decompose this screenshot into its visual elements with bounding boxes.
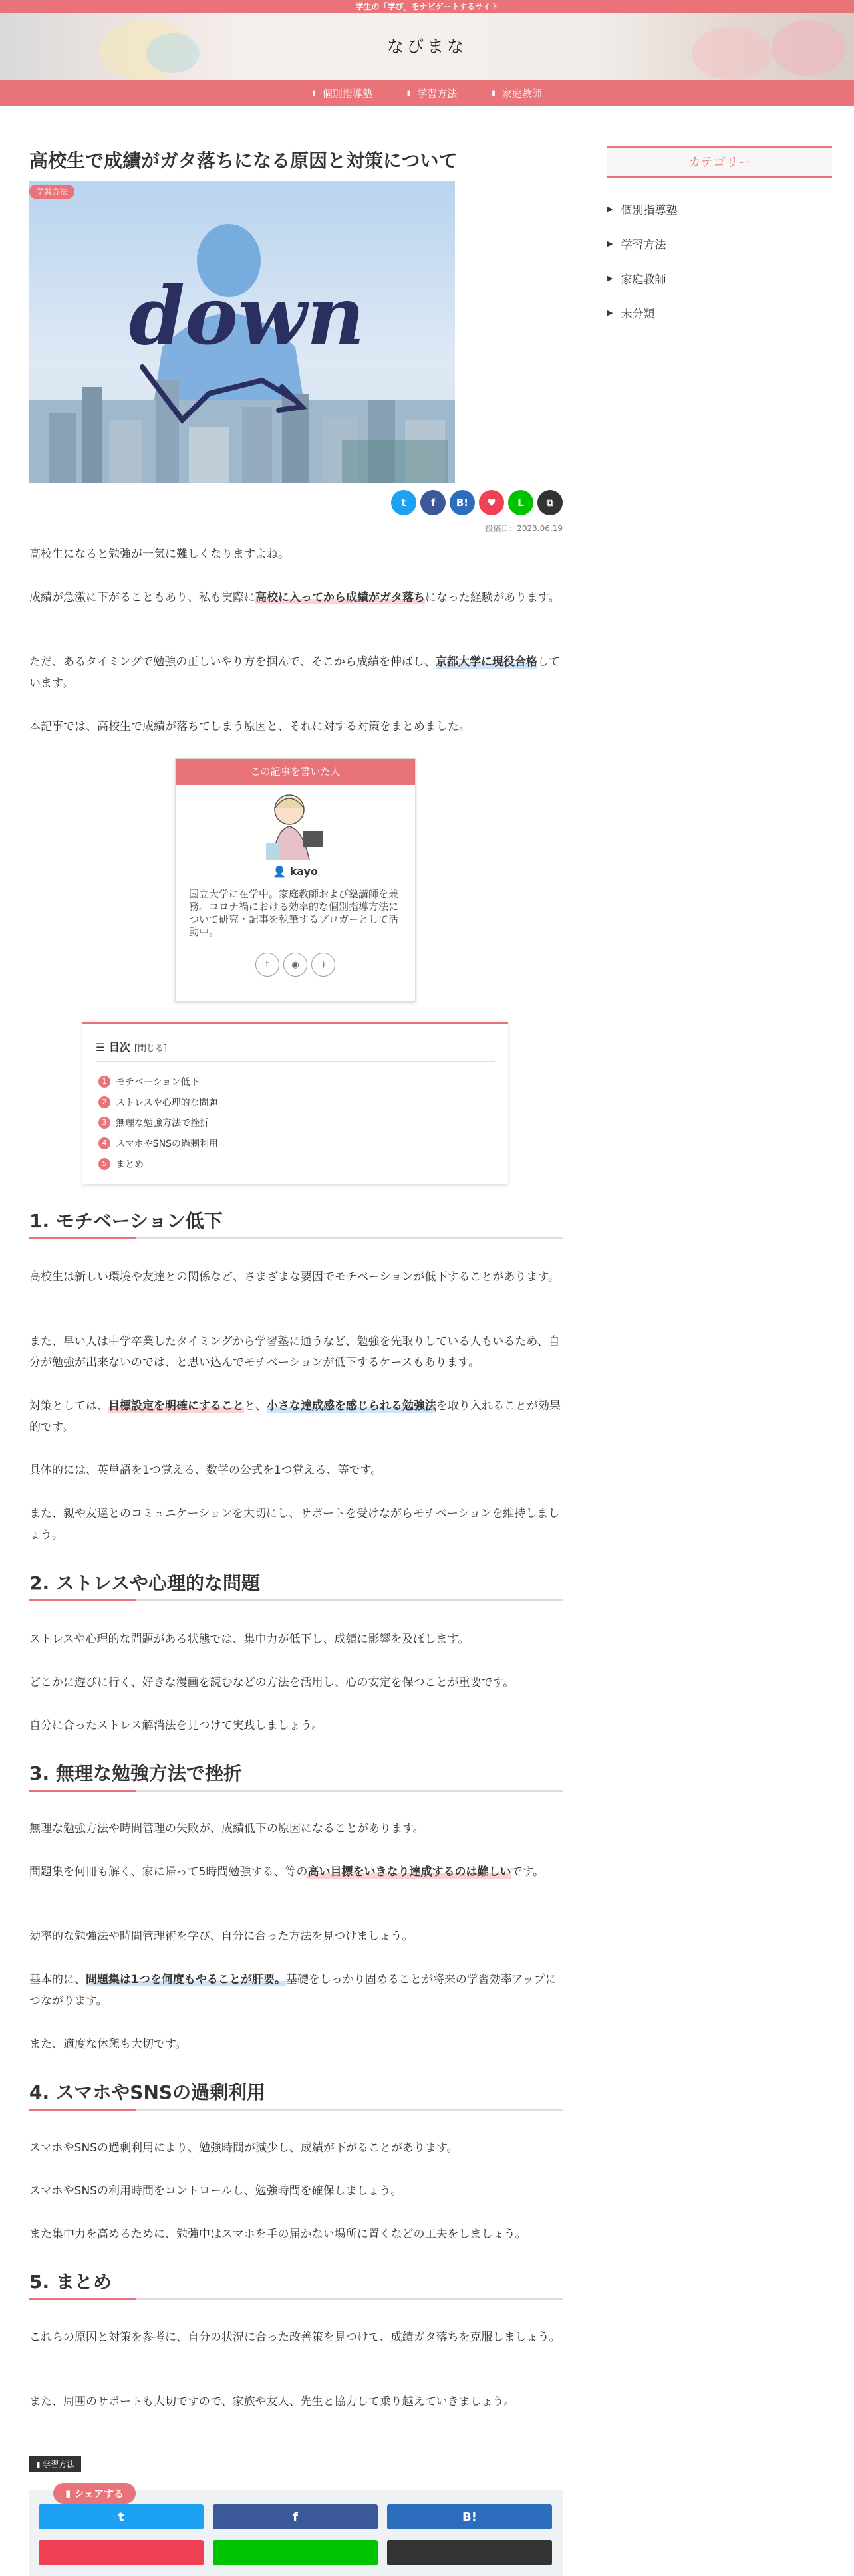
- nav-item-gakushu[interactable]: ▮ 学習方法: [406, 87, 458, 100]
- paragraph: また、早い人は中学卒業したタイミングから学習塾に通うなど、勉強を先取りしている人もいるため、自分が勉強が出来ないのでは、と思い込んでモチベーションが低下するケースもあります。: [29, 1335, 560, 1369]
- folder-icon: ▮: [312, 89, 316, 97]
- share-buttons-top: [391, 490, 563, 515]
- table-of-contents: [82, 1022, 508, 1184]
- author-name[interactable]: 👤 kayo: [273, 865, 318, 878]
- paragraph: 自分に合ったストレス解消法を見つけて実践しましょう。: [29, 1719, 323, 1732]
- category-badge[interactable]: 学習方法: [29, 185, 74, 199]
- sidebar-item-katei[interactable]: ▶ 家庭教師: [607, 273, 666, 287]
- rss-icon[interactable]: ): [311, 953, 335, 977]
- line-share-button[interactable]: [213, 2540, 378, 2565]
- toc-item[interactable]: 2 ストレスや心理的な問題: [98, 1092, 218, 1112]
- svg-text:down: down: [129, 269, 365, 363]
- global-nav: [0, 80, 854, 106]
- sidebar-heading: カテゴリー: [607, 146, 832, 178]
- toc-item[interactable]: 4 スマホやSNSの過剰利用: [98, 1133, 218, 1153]
- folder-icon: ▮: [492, 89, 496, 97]
- list-icon: ☰: [96, 1041, 109, 1054]
- toc-item[interactable]: 5 まとめ: [98, 1153, 218, 1174]
- section-heading: 1. モチベーション低下: [29, 1207, 563, 1239]
- intro-paragraph: ただ、あるタイミングで勉強の正しいやり方を掴んで、そこから成績を伸ばし、京都大学に現役合格しています。: [29, 655, 560, 690]
- author-box: [175, 758, 416, 1002]
- intro-paragraph: 本記事では、高校生で成績が落ちてしまう原因と、それに対する対策をまとめました。: [29, 720, 470, 733]
- paragraph: ストレスや心理的な問題がある状態では、集中力が低下し、成績に影響を及ぼします。: [29, 1633, 470, 1646]
- paragraph: また、親や友達とのコミュニケーションを大切にし、サポートを受けながらモチベーションを維持しましょう。: [29, 1507, 560, 1542]
- share-box: [29, 2490, 563, 2576]
- paragraph: スマホやSNSの利用時間をコントロールし、勉強時間を確保しましょう。: [29, 2184, 402, 2198]
- paragraph: また、周囲のサポートも大切ですので、家族や友人、先生と協力して乗り越えていきましょう。: [29, 2395, 515, 2408]
- author-box-heading: この記事を書いた人: [176, 759, 415, 785]
- share-icon: ▮: [65, 2488, 74, 2500]
- paragraph: 対策としては、目標設定を明確にすることと、小さな達成感を感じられる勉強法を取り入れることが効果的です。: [29, 1399, 561, 1434]
- sidebar-item-gakushu[interactable]: ▶ 学習方法: [607, 238, 666, 252]
- paragraph: 高校生は新しい環境や友達との関係など、さまざまな要因でモチベーションが低下することがあります。: [29, 1270, 559, 1284]
- paragraph: また集中力を高めるために、勉強中はスマホを手の届かない場所に置くなどの工夫をしましょう。: [29, 2228, 527, 2241]
- home-icon[interactable]: ◉: [283, 953, 307, 977]
- section-heading: 5. まとめ: [29, 2268, 563, 2300]
- site-tagline: 学生の「学び」をナビゲートするサイト: [0, 0, 854, 13]
- pocket-share-button[interactable]: [39, 2540, 204, 2565]
- sidebar-item-mibunrui[interactable]: ▶ 未分類: [607, 307, 655, 321]
- paragraph: また、適度な休憩も大切です。: [29, 2038, 187, 2051]
- post-date: 投稿日：2023.06.19: [485, 524, 563, 533]
- twitter-share-icon[interactable]: t: [391, 490, 416, 515]
- toc-title: ☰ 目次 [閉じる]: [96, 1039, 495, 1062]
- hatena-share-icon[interactable]: B!: [450, 490, 475, 515]
- intro-paragraph: 高校生になると勉強が一気に難しくなりますよね。: [29, 548, 289, 561]
- share-label: ▮ シェアする: [53, 2483, 136, 2504]
- user-icon: 👤: [273, 865, 290, 878]
- twitter-share-button[interactable]: t: [39, 2504, 204, 2529]
- paragraph: スマホやSNSの過剰利用により、勉強時間が減少し、成績が下がることがあります。: [29, 2141, 458, 2155]
- tag-icon: ▮: [36, 2460, 43, 2469]
- paragraph: 具体的には、英単語を1つ覚える、数学の公式を1つ覚える、等です。: [29, 1464, 382, 1477]
- section-heading: 2. ストレスや心理的な問題: [29, 1569, 563, 1601]
- tag-badge[interactable]: ▮ 学習方法: [29, 2456, 81, 2472]
- toc-item[interactable]: 3 無理な勉強方法で挫折: [98, 1112, 218, 1133]
- copy-link-icon[interactable]: ⧉: [537, 490, 563, 515]
- site-logo[interactable]: なびまな: [386, 37, 467, 56]
- toc-item[interactable]: 1 モチベーション低下: [98, 1071, 218, 1092]
- toc-toggle[interactable]: [閉じる]: [134, 1044, 168, 1054]
- facebook-share-icon[interactable]: f: [420, 490, 446, 515]
- line-share-icon[interactable]: L: [508, 490, 533, 515]
- twitter-icon[interactable]: t: [255, 953, 279, 977]
- folder-icon: ▮: [406, 89, 411, 97]
- facebook-share-button[interactable]: f: [213, 2504, 378, 2529]
- paragraph: 効率的な勉強法や時間管理術を学び、自分に合った方法を見つけましょう。: [29, 1930, 414, 1943]
- page-title: 高校生で成績がガタ落ちになる原因と対策について: [29, 150, 458, 172]
- copy-share-button[interactable]: [387, 2540, 552, 2565]
- paragraph: 無理な勉強方法や時間管理の失敗が、成績低下の原因になることがあります。: [29, 1822, 424, 1835]
- section-heading: 4. スマホやSNSの過剰利用: [29, 2078, 563, 2111]
- chevron-right-icon: ▶: [607, 239, 613, 248]
- chevron-right-icon: ▶: [607, 204, 613, 213]
- paragraph: 基本的に、問題集は1つを何度もやることが肝要。基礎をしっかり固めることが将来の学習効率アップにつながります。: [29, 1973, 557, 2008]
- paragraph: 問題集を何冊も解く、家に帰って5時間勉強する、等の高い目標をいきなり達成するのは難しいです。: [29, 1865, 545, 1879]
- nav-item-kobetsu[interactable]: ▮ 個別指導塾: [312, 87, 372, 100]
- chevron-right-icon: ▶: [607, 308, 613, 317]
- eyecatch-image: [29, 181, 455, 483]
- section-heading: 3. 無理な勉強方法で挫折: [29, 1759, 563, 1792]
- nav-item-katei[interactable]: ▮ 家庭教師: [492, 87, 542, 100]
- author-description: 国立大学に在学中。家庭教師および塾講師を兼務。コロナ禍における効率的な個別指導方法について研究・記事を執筆するブロガーとして活動中。: [189, 888, 399, 938]
- pocket-share-icon[interactable]: ♥: [479, 490, 504, 515]
- intro-paragraph: 成績が急激に下がることもあり、私も実際に高校に入ってから成績がガタ落ちになった経験があります。: [29, 591, 560, 604]
- author-social-links: [176, 953, 415, 977]
- hatena-share-button[interactable]: B!: [387, 2504, 552, 2529]
- author-avatar: [263, 790, 329, 862]
- chevron-right-icon: ▶: [607, 273, 613, 283]
- paragraph: これらの原因と対策を参考に、自分の状況に合った改善策を見つけて、成績ガタ落ちを克服しましょう。: [29, 2331, 561, 2344]
- sidebar-item-kobetsu[interactable]: ▶ 個別指導塾: [607, 203, 678, 217]
- paragraph: どこかに遊びに行く、好きな漫画を読むなどの方法を活用し、心の安定を保つことが重要です。: [29, 1676, 515, 1689]
